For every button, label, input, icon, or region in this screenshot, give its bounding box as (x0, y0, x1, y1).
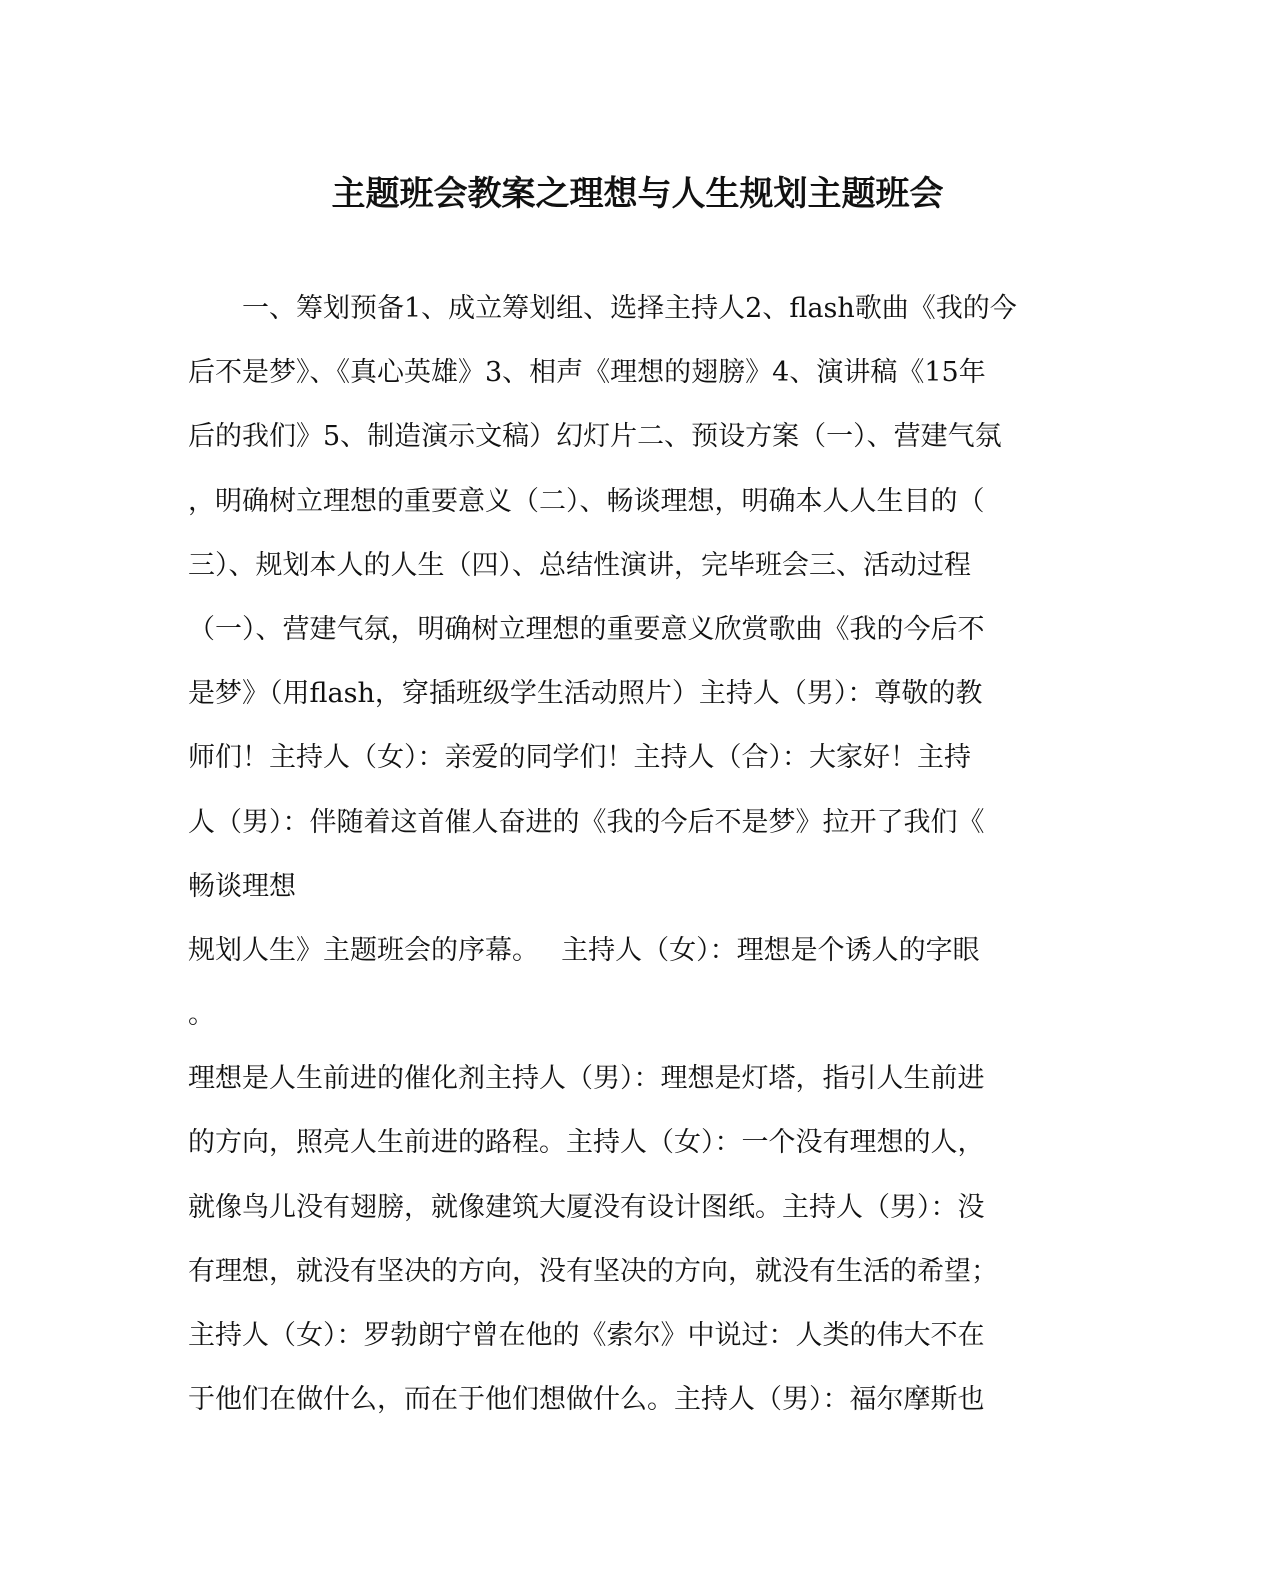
body-line: 后的我们》5、制造演示文稿）幻灯片二、预设方案（一）、营建气氛 (188, 421, 1002, 453)
body-line: 就像鸟儿没有翅膀，就像建筑大厦没有设计图纸。主持人（男）：没 (188, 1191, 985, 1223)
body-line: 畅谈理想 (188, 870, 296, 902)
body-line: 规划人生》主题班会的序幕。 主持人（女）：理想是个诱人的字眼 (188, 934, 980, 966)
body-line: 的方向，照亮人生前进的路程。主持人（女）：一个没有理想的人， (188, 1127, 985, 1159)
body-line: 三）、规划本人的人生（四）、总结性演讲，完毕班会三、活动过程 (188, 549, 971, 581)
body-line: 后不是梦》、《真心英雄》3、相声《理想的翅膀》4、演讲稿《15年 (188, 357, 986, 389)
body-line: ，明确树立理想的重要意义（二）、畅谈理想，明确本人人生目的（ (188, 485, 985, 517)
body-line: 理想是人生前进的催化剂主持人（男）：理想是灯塔，指引人生前进 (188, 1063, 985, 1095)
body-line: 人（男）：伴随着这首催人奋进的《我的今后不是梦》拉开了我们《 (188, 806, 985, 838)
document-body (188, 277, 1078, 1432)
document-title: 主题班会教案之理想与人生规划主题班会 (331, 174, 944, 214)
body-line: 主持人（女）：罗勃朗宁曾在他的《索尔》中说过：人类的伟大不在 (188, 1320, 985, 1351)
body-line: 。 (188, 999, 215, 1031)
body-line: 一、筹划预备1、成立筹划组、选择主持人2、flash歌曲《我的今 (188, 293, 1017, 324)
body-line: 于他们在做什么，而在于他们想做什么。主持人（男）：福尔摩斯也 (188, 1384, 985, 1416)
body-line: 有理想，就没有坚决的方向，没有坚决的方向，就没有生活的希望； (188, 1255, 998, 1287)
body-line: 师们！主持人（女）：亲爱的同学们！主持人（合）：大家好！主持 (188, 742, 971, 774)
body-line: 是梦》（用flash，穿插班级学生活动照片）主持人（男）：尊敬的教 (188, 678, 983, 710)
body-line: （一）、营建气氛，明确树立理想的重要意义欣赏歌曲《我的今后不 (188, 613, 985, 645)
